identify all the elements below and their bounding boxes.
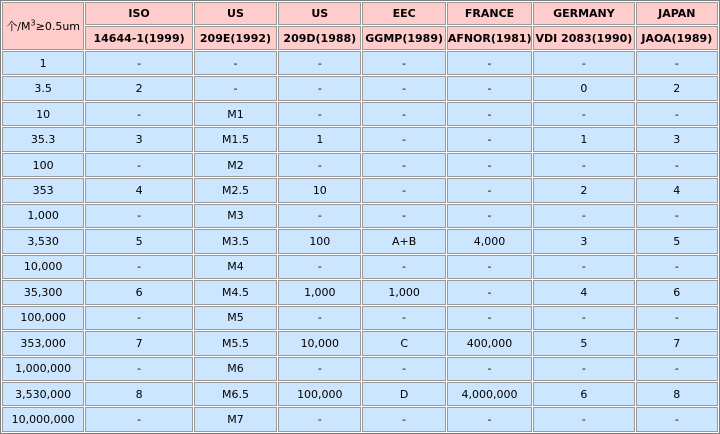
- cell-france: -: [447, 51, 532, 75]
- cell-us-209d: -: [278, 153, 361, 177]
- cell-france: -: [447, 178, 532, 202]
- cell-particle-count: 100: [2, 153, 84, 177]
- cell-germany: -: [533, 102, 634, 126]
- cell-us-209e: M6: [194, 357, 277, 381]
- cell-us-209e: M7: [194, 407, 277, 432]
- cell-france: 400,000: [447, 331, 532, 355]
- cell-eec: -: [362, 102, 445, 126]
- cell-germany: 5: [533, 331, 634, 355]
- cell-germany: 1: [533, 127, 634, 151]
- cell-us-209d: -: [278, 102, 361, 126]
- cell-germany: -: [533, 51, 634, 75]
- cell-us-209e: M5.5: [194, 331, 277, 355]
- header-code-us-209e: 209E(1992): [194, 26, 277, 49]
- cell-eec: C: [362, 331, 445, 355]
- header-code-iso: 14644-1(1999): [85, 26, 192, 49]
- cell-germany: -: [533, 204, 634, 228]
- cell-iso: 6: [85, 280, 192, 304]
- table-row: [2, 306, 718, 330]
- header-standard-eec: EEC: [362, 2, 445, 25]
- header-code-us-209d: 209D(1988): [278, 26, 361, 49]
- cell-particle-count: 10: [2, 102, 84, 126]
- cell-us-209d: -: [278, 407, 361, 432]
- cell-germany: 3: [533, 229, 634, 253]
- header-code-france: AFNOR(1981): [447, 26, 532, 49]
- cell-eec: -: [362, 407, 445, 432]
- cell-iso: 4: [85, 178, 192, 202]
- cell-iso: 3: [85, 127, 192, 151]
- header-code-eec: GGMP(1989): [362, 26, 445, 49]
- header-standard-us-209e: US: [194, 2, 277, 25]
- cell-germany: -: [533, 407, 634, 432]
- cell-us-209d: 100,000: [278, 382, 361, 406]
- cell-japan: -: [636, 204, 718, 228]
- header-standard-japan: JAPAN: [636, 2, 718, 25]
- cell-france: -: [447, 306, 532, 330]
- cell-iso: -: [85, 306, 192, 330]
- cell-eec: -: [362, 51, 445, 75]
- cell-germany: 0: [533, 76, 634, 100]
- cell-us-209d: 1,000: [278, 280, 361, 304]
- table-row: [2, 357, 718, 381]
- cell-us-209d: -: [278, 306, 361, 330]
- cell-us-209e: M3: [194, 204, 277, 228]
- cell-us-209d: 1: [278, 127, 361, 151]
- cell-japan: -: [636, 153, 718, 177]
- cell-us-209e: M1.5: [194, 127, 277, 151]
- cell-particle-count: 353,000: [2, 331, 84, 355]
- cell-iso: -: [85, 407, 192, 432]
- corner-prefix: 个/M: [6, 19, 31, 33]
- cell-germany: 2: [533, 178, 634, 202]
- cell-france: -: [447, 204, 532, 228]
- cell-eec: -: [362, 76, 445, 100]
- table-row: [2, 51, 718, 75]
- cell-germany: 4: [533, 280, 634, 304]
- cell-us-209d: -: [278, 51, 361, 75]
- cell-us-209d: 10,000: [278, 331, 361, 355]
- cell-france: 4,000: [447, 229, 532, 253]
- header-standard-us-209d: US: [278, 2, 361, 25]
- cell-us-209e: M4.5: [194, 280, 277, 304]
- table-row: [2, 127, 718, 151]
- cell-iso: 2: [85, 76, 192, 100]
- cell-us-209e: M6.5: [194, 382, 277, 406]
- cell-iso: -: [85, 102, 192, 126]
- cell-japan: 8: [636, 382, 718, 406]
- cell-us-209e: M5: [194, 306, 277, 330]
- cell-particle-count: 35,300: [2, 280, 84, 304]
- cell-japan: 3: [636, 127, 718, 151]
- cell-france: -: [447, 153, 532, 177]
- cell-us-209d: 100: [278, 229, 361, 253]
- cell-us-209e: M2: [194, 153, 277, 177]
- header-row-top: [2, 2, 718, 25]
- table-row: [2, 382, 718, 406]
- table-row: [2, 76, 718, 100]
- cell-us-209e: M4: [194, 255, 277, 279]
- cell-france: -: [447, 280, 532, 304]
- cell-japan: 7: [636, 331, 718, 355]
- cell-japan: -: [636, 102, 718, 126]
- cell-eec: -: [362, 127, 445, 151]
- cell-germany: -: [533, 357, 634, 381]
- header-standard-germany: GERMANY: [533, 2, 634, 25]
- cell-japan: 2: [636, 76, 718, 100]
- cell-iso: 7: [85, 331, 192, 355]
- cell-germany: 6: [533, 382, 634, 406]
- cell-france: -: [447, 357, 532, 381]
- corner-superscript: 3: [30, 18, 36, 28]
- cell-iso: -: [85, 51, 192, 75]
- cell-japan: -: [636, 255, 718, 279]
- table-row: [2, 102, 718, 126]
- header-row-bottom: [2, 26, 718, 49]
- header-standard-iso: ISO: [85, 2, 192, 25]
- cell-iso: -: [85, 204, 192, 228]
- cell-particle-count: 1: [2, 51, 84, 75]
- cell-france: -: [447, 76, 532, 100]
- cell-particle-count: 353: [2, 178, 84, 202]
- cell-us-209d: -: [278, 357, 361, 381]
- header-code-japan: JAOA(1989): [636, 26, 718, 49]
- header-standard-france: FRANCE: [447, 2, 532, 25]
- cell-japan: -: [636, 407, 718, 432]
- cell-particle-count: 35.3: [2, 127, 84, 151]
- cell-eec: -: [362, 357, 445, 381]
- cell-eec: -: [362, 306, 445, 330]
- cell-eec: -: [362, 178, 445, 202]
- cell-eec: -: [362, 153, 445, 177]
- cell-particle-count: 3.5: [2, 76, 84, 100]
- table-row: [2, 407, 718, 432]
- cell-particle-count: 10,000: [2, 255, 84, 279]
- cell-france: -: [447, 127, 532, 151]
- corner-header-cell: [2, 2, 84, 50]
- table-row: [2, 204, 718, 228]
- table-row: [2, 178, 718, 202]
- cell-particle-count: 100,000: [2, 306, 84, 330]
- cell-us-209d: 10: [278, 178, 361, 202]
- corner-suffix: ≥0.5um: [35, 19, 81, 33]
- table-row: [2, 331, 718, 355]
- cell-us-209e: M1: [194, 102, 277, 126]
- cell-germany: -: [533, 153, 634, 177]
- cell-eec: D: [362, 382, 445, 406]
- cell-us-209d: -: [278, 76, 361, 100]
- cell-particle-count: 1,000,000: [2, 357, 84, 381]
- cell-japan: 6: [636, 280, 718, 304]
- table-row: [2, 153, 718, 177]
- cell-us-209e: -: [194, 51, 277, 75]
- cell-particle-count: 10,000,000: [2, 407, 84, 432]
- cell-us-209d: -: [278, 255, 361, 279]
- cell-germany: -: [533, 255, 634, 279]
- cell-us-209e: M2.5: [194, 178, 277, 202]
- cell-us-209e: -: [194, 76, 277, 100]
- cell-particle-count: 3,530: [2, 229, 84, 253]
- cell-france: -: [447, 407, 532, 432]
- cell-japan: -: [636, 306, 718, 330]
- cell-particle-count: 1,000: [2, 204, 84, 228]
- cell-eec: -: [362, 255, 445, 279]
- table-row: [2, 255, 718, 279]
- table-body: [2, 2, 718, 432]
- cell-france: -: [447, 255, 532, 279]
- cell-eec: 1,000: [362, 280, 445, 304]
- cell-iso: 8: [85, 382, 192, 406]
- cell-japan: 4: [636, 178, 718, 202]
- cell-japan: 5: [636, 229, 718, 253]
- cell-iso: -: [85, 255, 192, 279]
- header-code-germany: VDI 2083(1990): [533, 26, 634, 49]
- cell-iso: -: [85, 153, 192, 177]
- cell-france: 4,000,000: [447, 382, 532, 406]
- cell-eec: A+B: [362, 229, 445, 253]
- cell-japan: -: [636, 51, 718, 75]
- cell-iso: 5: [85, 229, 192, 253]
- table-row: [2, 280, 718, 304]
- cell-germany: -: [533, 306, 634, 330]
- cell-us-209d: -: [278, 204, 361, 228]
- cell-us-209e: M3.5: [194, 229, 277, 253]
- cell-particle-count: 3,530,000: [2, 382, 84, 406]
- table-row: [2, 229, 718, 253]
- cell-eec: -: [362, 204, 445, 228]
- cell-japan: -: [636, 357, 718, 381]
- cell-iso: -: [85, 357, 192, 381]
- cell-france: -: [447, 102, 532, 126]
